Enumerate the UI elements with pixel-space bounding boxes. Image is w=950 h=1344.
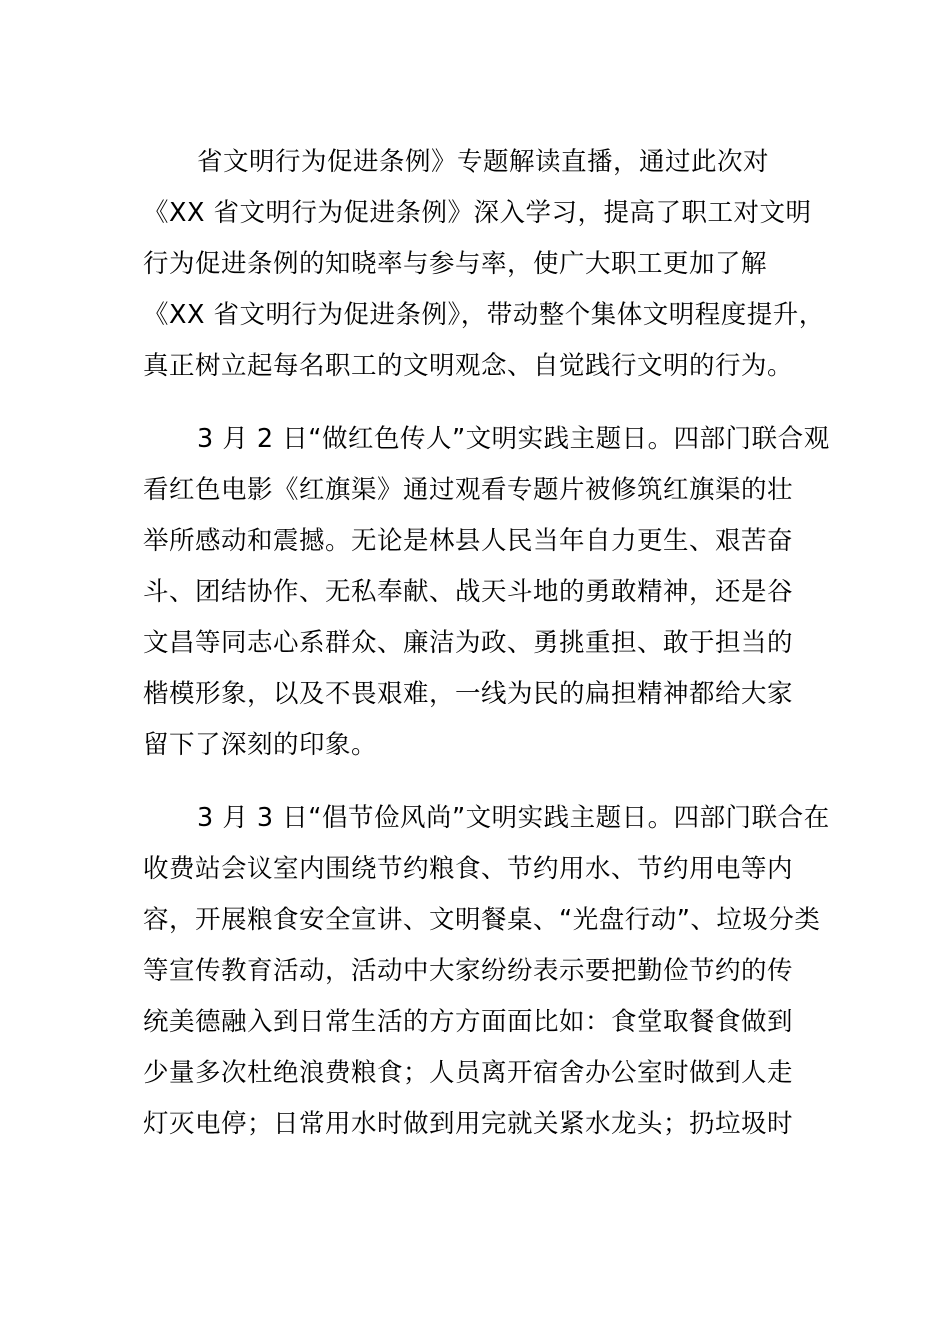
text-line: 统美德融入到日常生活的方方面面比如：食堂取餐食做到 bbox=[143, 1007, 794, 1037]
text-line: 《XX 省文明行为促进条例》，带动整个集体文明程度提升， bbox=[143, 300, 825, 330]
text-line: 灯灭电停；日常用水时做到用完就关紧水龙头；扔垃圾时 bbox=[143, 1109, 794, 1139]
paragraph-1 bbox=[143, 137, 825, 392]
text-line: 3 月 2 日“做红色传人”文明实践主题日。四部门联合观 bbox=[197, 424, 830, 454]
text-line: 省文明行为促进条例》专题解读直播，通过此次对 bbox=[197, 147, 770, 177]
text-line: 文昌等同志心系群众、廉洁为政、勇挑重担、敢于担当的 bbox=[143, 628, 794, 658]
text-line: 等宣传教育活动，活动中大家纷纷表示要把勤俭节约的传 bbox=[143, 956, 794, 986]
text-line: 举所感动和震撼。无论是林县人民当年自力更生、艰苦奋 bbox=[143, 526, 794, 556]
paragraph-3 bbox=[143, 793, 830, 1150]
text-line: 容，开展粮食安全宣讲、文明餐桌、“光盘行动”、垃圾分类 bbox=[143, 905, 821, 935]
text-line: 3 月 3 日“倡节俭风尚”文明实践主题日。四部门联合在 bbox=[197, 803, 830, 833]
text-line: 斗、团结协作、无私奉献、战天斗地的勇敢精神，还是谷 bbox=[143, 577, 794, 607]
text-line: 楷模形象，以及不畏艰难，一线为民的扁担精神都给大家 bbox=[143, 679, 794, 709]
document-page bbox=[143, 137, 830, 1172]
text-line: 收费站会议室内围绕节约粮食、节约用水、节约用电等内 bbox=[143, 854, 794, 884]
text-line: 《XX 省文明行为促进条例》深入学习，提高了职工对文明 bbox=[143, 198, 812, 228]
paragraph-2 bbox=[143, 414, 830, 771]
text-line: 留下了深刻的印象。 bbox=[143, 730, 378, 760]
text-line: 少量多次杜绝浪费粮食；人员离开宿舍办公室时做到人走 bbox=[143, 1058, 794, 1088]
text-line: 看红色电影《红旗渠》通过观看专题片被修筑红旗渠的壮 bbox=[143, 475, 794, 505]
text-line: 行为促进条例的知晓率与参与率，使广大职工更加了解 bbox=[143, 249, 768, 279]
text-line: 真正树立起每名职工的文明观念、自觉践行文明的行为。 bbox=[143, 351, 794, 381]
